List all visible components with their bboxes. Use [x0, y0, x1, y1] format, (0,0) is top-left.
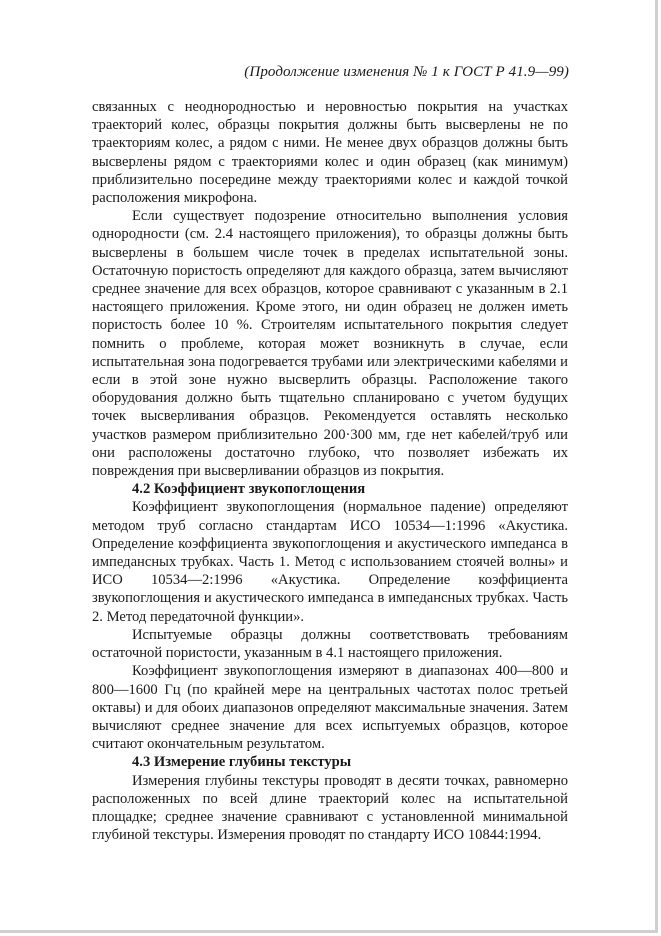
paragraph: Если существует подозрение относительно выполнения условия однородности (см. 2.4 настоящего приложения), то образцы должны быть высверлены в большем числе точек в пределах испытательной зоны. Остаточную пористость определяют для каждого образца, затем вычисляют среднее значение для всех образцов, которое сравнивают с указанным в 2.1 настоящего приложения. Кроме этого, ни один образец не должен иметь пористость более 10 %. Строителям испытательного покрытия следует помнить о проблеме, которая может возникнуть в случае, если испытательная зона подогревается трубами или электрическими кабелями и если в этой зоне нужно высверлить образцы. Расположение такого оборудования должно быть тщательно спланировано с учетом будущих точек высверливания образцов. Рекомендуется оставлять несколько участков размером приблизительно 200·300 мм, где нет кабелей/труб или они расположены достаточно глубоко, что позволяет избежать их повреждения при высверливании образцов из покрытия.: [92, 208, 568, 480]
section-heading-4-2: 4.2 Коэффициент звукопоглощения: [132, 481, 366, 498]
paragraph: Коэффициент звукопоглощения (нормальное падение) определяют методом труб согласно стандартам ИСО 10534—1:1996 «Акустика. Определение коэффициента звукопоглощения и акустического импеданса в импедансных трубках. Часть 1. Метод с использованием стоячей волны» и ИСО 10534—2:1996 «Акустика. Определение коэффициента звукопоглощения и акустического импеданса в импедансных трубках. Часть 2. Метод передаточной функции».: [92, 499, 568, 625]
paragraph: Коэффициент звукопоглощения измеряют в диапазонах 400—800 и 800—1600 Гц (по крайней мере на центральных частотах полос третьей октавы) и для обоих диапазонов определяют максимальные значения. Затем вычисляют среднее значение для всех испытуемых образцов, которое считают окончательным результатом.: [92, 663, 568, 753]
running-header: (Продолжение изменения № 1 к ГОСТ Р 41.9—99): [244, 64, 569, 80]
paragraph: связанных с неоднородностью и неровностью покрытия на участках траекторий колес, образцы покрытия должны быть высверлены не по траекториям колес, а рядом с ними. Не менее двух образцов должны быть высверлены рядом с траекториями колес и один образец (как минимум) приблизительно посередине между траекториями колес и каждой точкой расположения микрофона.: [92, 99, 568, 207]
paragraph: Измерения глубины текстуры проводят в десяти точках, равномерно расположенных по всей длине траекторий колес на испытательной площадке; среднее значение сравнивают с установленной минимальной глубиной текстуры. Измерения проводят по стандарту ИСО 10844:1994.: [92, 772, 568, 844]
paragraph: Испытуемые образцы должны соответствовать требованиям остаточной пористости, указанным в 4.1 настоящего приложения.: [92, 626, 568, 662]
document-body: [92, 98, 568, 844]
section-heading-4-3: 4.3 Измерение глубины текстуры: [132, 754, 352, 771]
